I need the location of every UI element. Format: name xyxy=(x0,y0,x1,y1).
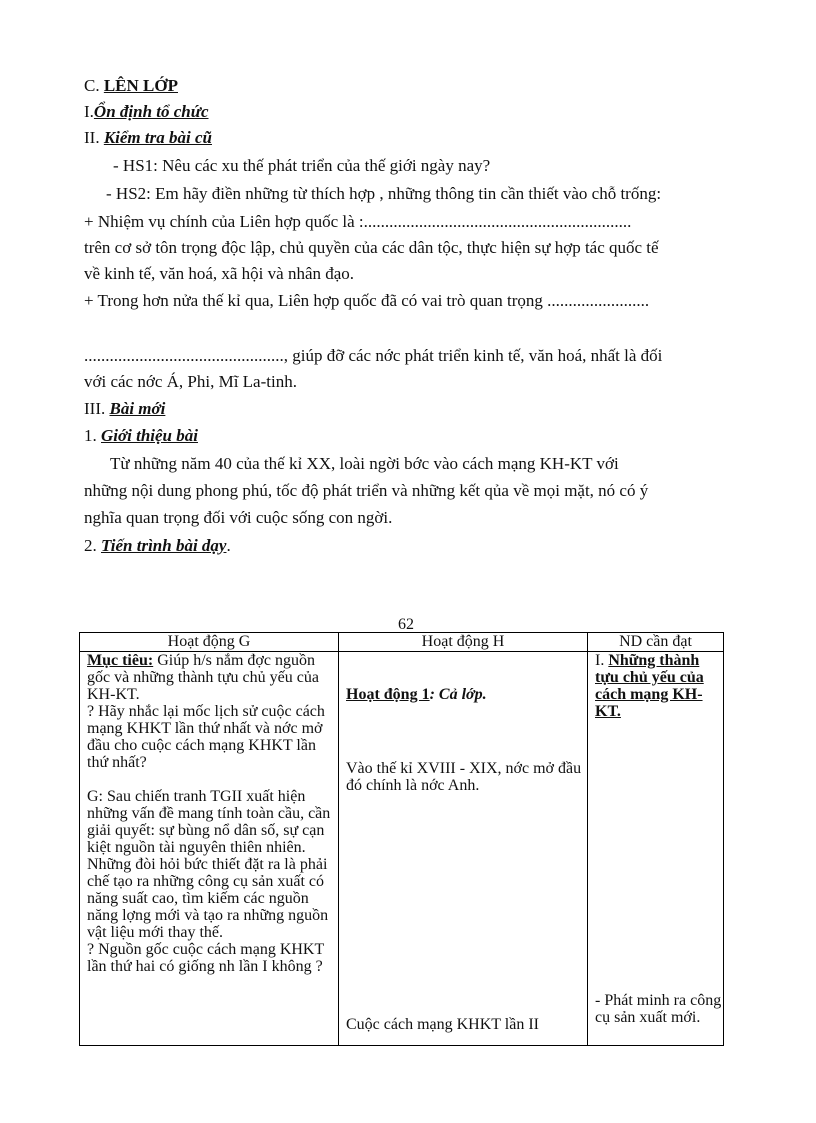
section-c: C. LÊN LỚP xyxy=(84,76,178,95)
teacher-activity-cell xyxy=(80,652,339,1046)
content-point-1: - Phát minh ra công cụ sản xuất mới. xyxy=(595,992,722,1026)
task2-line3: với các nớc Á, Phi, Mĩ La-tinh. xyxy=(84,372,297,391)
answer-1: Vào thế kỉ XVIII - XIX, nớc mở đầu đó chính là nớc Anh. xyxy=(346,760,582,794)
task1-line1: + Nhiệm vụ chính của Liên hợp quốc là :............................................................... xyxy=(84,212,632,231)
content-cell xyxy=(588,652,724,1046)
section-ii: II. Kiểm tra bài cũ xyxy=(84,128,212,147)
goal-text: Mục tiêu: Giúp h/s nắm đợc nguồn gốc và những thành tựu chủ yếu của KH-KT. xyxy=(87,652,319,703)
lesson-plan-table xyxy=(79,632,724,1046)
intro-p2: những nội dung phong phú, tốc độ phát triển và những kết qủa về mọi mặt, nó có ý xyxy=(84,481,649,500)
task1-line2: trên cơ sở tôn trọng độc lập, chủ quyền của các dân tộc, thực hiện sự hợp tác quốc tế xyxy=(84,238,659,257)
teacher-explanation: G: Sau chiến tranh TGII xuất hiện những vấn đề mang tính toàn cầu, cần giải quyết: sự bùng nổ dân số, sự cạn kiệt nguồn tài nguyên thiên nhiên. Những đòi hỏi bức thiết đặt ra là phải chế tạo ra những công cụ sản xuất có năng suất cao, tìm kiếm các nguồn năng lợng mới và tạo ra những nguồn vật liệu mới thay thế. xyxy=(87,788,331,941)
process-heading: 2. Tiến trình bài dạy. xyxy=(84,536,231,555)
answer-2: Cuộc cách mạng KHKT lần II xyxy=(346,1016,539,1033)
page-number: 62 xyxy=(398,616,414,633)
process-title: Tiến trình bài dạy xyxy=(101,536,227,555)
intro-heading: 1. Giới thiệu bài xyxy=(84,426,198,445)
table-header-row xyxy=(80,633,724,652)
intro-title: Giới thiệu bài xyxy=(101,426,198,445)
intro-p1: Từ những năm 40 của thế kỉ XX, loài ngời bớc vào cách mạng KH-KT với xyxy=(110,454,619,473)
header-content: ND cần đạt xyxy=(588,633,724,652)
task2-line1: + Trong hơn nửa thế kỉ qua, Liên hợp quốc đã có vai trò quan trọng ........................ xyxy=(84,291,650,310)
header-student-activity: Hoạt động H xyxy=(339,633,588,652)
hs2-question: - HS2: Em hãy điền những từ thích hợp , những thông tin cần thiết vào chỗ trống: xyxy=(106,184,662,203)
question-2: ? Nguồn gốc cuộc cách mạng KHKT lần thứ hai có giống nh lần I không ? xyxy=(87,941,324,975)
task1-line3: về kinh tế, văn hoá, xã hội và nhân đạo. xyxy=(84,264,355,283)
intro-p3: nghĩa quan trọng đối với cuộc sống con ngời. xyxy=(84,508,393,527)
section-i-title: Ổn định tổ chức xyxy=(93,102,209,121)
task2-line2: ..............................................., giúp đỡ các nớc phát triển kinh tế, văn hoá, nhất là đối xyxy=(84,346,663,365)
section-ii-title: Kiểm tra bài cũ xyxy=(103,128,212,147)
activity-1-heading: Hoạt động 1: Cả lớp. xyxy=(346,686,487,703)
table-row xyxy=(80,652,724,1046)
section-i: I.Ổn định tổ chức xyxy=(84,102,209,121)
question-1: ? Hãy nhắc lại mốc lịch sử cuộc cách mạng KHKT lần thứ nhất và nớc mở đầu cho cuộc cách mạng KHKT lần thứ nhất? xyxy=(87,703,325,771)
header-teacher-activity: Hoạt động G xyxy=(80,633,339,652)
section-c-title: LÊN LỚP xyxy=(103,76,178,95)
hs1-question: - HS1: Nêu các xu thế phát triển của thế giới ngày nay? xyxy=(113,156,491,175)
section-iii: III. Bài mới xyxy=(84,399,166,418)
section-iii-title: Bài mới xyxy=(109,399,166,418)
student-activity-cell xyxy=(339,652,588,1046)
content-heading: I. Những thành tựu chủ yếu của cách mạng KH-KT. xyxy=(595,652,704,720)
